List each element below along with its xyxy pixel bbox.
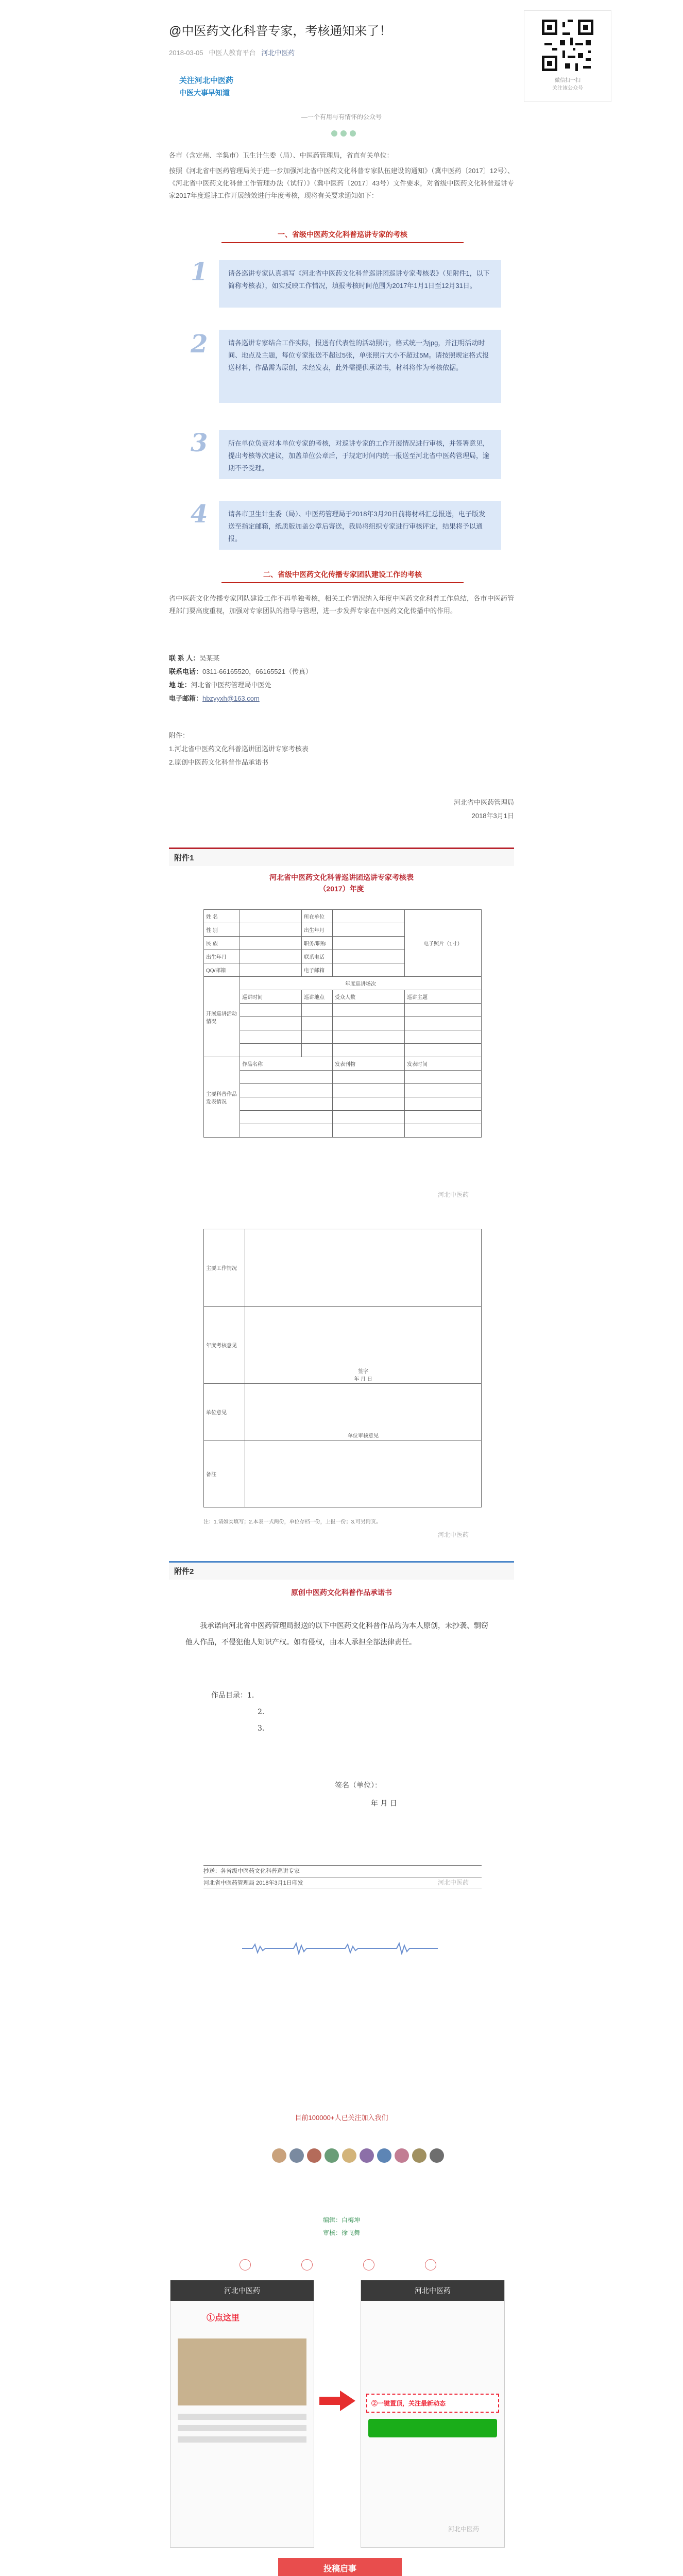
form-cell[interactable] [245,1229,482,1307]
section-1-heading: 一、省级中医药文化科普巡讲专家的考核 [221,227,464,243]
phone-mockup-right [361,2280,505,2548]
contact-person-label: 联 系 人： [169,654,200,662]
text-line [178,2414,306,2420]
signature-org: 河北省中医药管理局 [453,799,514,806]
form-cell[interactable] [333,1004,405,1017]
form-cell[interactable] [240,1030,302,1044]
form-cell[interactable] [405,1017,482,1030]
contact-email-link[interactable]: hbzyyxh@163.com [202,694,260,702]
avatar [289,2148,304,2163]
step-1-number: 1 [191,258,208,286]
like-icon[interactable] [301,2259,313,2270]
attachment-1-title-line-1: 河北省中医药文化科普巡讲团巡讲专家考核表 [269,873,414,882]
pledge-body: 我承诺向河北省中医药管理局报送的以下中医药文化科普作品均为本人原创，未抄袭、剽窃他人作品，不侵犯他人知识产权。如有侵权，由本人承担全部法律责任。 [185,1622,488,1647]
attachments-list [169,729,514,769]
banner-line-2: 中医大事早知道 [179,89,230,97]
attachment-2-label: 附件2 [174,1567,194,1576]
form-cell[interactable] [405,1044,482,1057]
contact-block [169,652,514,705]
step-4-text: 请各市卫生计生委（局）、中医药管理局于2018年3月20日前将材料汇总报送，电子版发送至指定邮箱，纸质版加盖公章后寄送，我局将组织专家进行审核评定，结果将予以通报。 [219,501,501,550]
attachments-label: 附件： [169,732,190,739]
step-3-text: 所在单位负责对本单位专家的考核，对巡讲专家的工作开展情况进行审核，并签署意见，提出考核等次建议，加盖单位公章后，于规定时间内统一报送至河北省中医药管理局，逾期不予受理。 [219,430,501,479]
intro-greeting: 各市（含定州、辛集市）卫生计生委（局）、中医药管理局，省直有关单位： [169,151,394,159]
promo-reviewer: 审核：徐飞舞 [322,2229,360,2236]
form-cell[interactable] [240,1097,333,1111]
attachment-item-2: 2.原创中医药文化科普作品承诺书 [169,758,268,766]
attachment-1-label: 附件1 [174,854,194,862]
form-cell[interactable] [333,1084,405,1097]
form-cell[interactable] [302,1004,333,1017]
watermark-4: 河北中医药 [448,2526,480,2533]
form-label: 单位意见 [204,1384,245,1440]
form-subheader: 发表时间 [405,1057,482,1071]
attachment-item-1: 1.河北省中医药文化科普巡讲团巡讲专家考核表 [169,745,309,753]
form-notes: 注：1.请如实填写；2.本表一式两份，单位存档一份，上报一份；3.可另附页。 [203,1519,382,1525]
form-cell[interactable] [240,1111,333,1124]
contact-email-label: 电子邮箱： [169,694,203,702]
form-subheader: 作品名称 [240,1057,333,1071]
form-label: 性 别 [204,923,240,937]
qr-caption-2: 关注该公众号 [552,86,583,91]
arrow-icon [319,2391,355,2411]
qr-caption-1: 微信扫一扫 [555,78,580,83]
step-4-number: 4 [191,500,208,529]
form-cell[interactable] [240,1004,302,1017]
contact-phone: 0311-66165520，66165521（传真） [202,668,312,675]
form-cell[interactable] [240,950,302,963]
form-subheader: 年度巡讲场次 [240,977,482,990]
step-2-text: 请各巡讲专家结合工作实际，报送有代表性的活动照片，格式统一为jpg，并注明活动时间、地点及主题，每位专家报送不超过5张，单张照片大小不超过5M。请按照规定格式报送材料，作品需为原创，未经发表，此外需提供承诺书，材料将作为考核依据。 [219,330,501,403]
form-label: 职务/职称 [302,937,333,950]
form-label: QQ/邮箱 [204,963,240,977]
avatar [360,2148,374,2163]
banner-line-1: 关注河北中医药 [179,76,234,85]
form-cell[interactable] [405,1097,482,1111]
step-1-text: 请各巡讲专家认真填写《河北省中医药文化科普巡讲团巡讲专家考核表》（见附件1，以下简称考核表），如实反映工作情况，填报考核时间范围为2017年1月1日至12月31日。 [219,260,501,308]
avatar [325,2148,339,2163]
share-icons [240,2259,446,2272]
form-cell[interactable] [240,1044,302,1057]
form-cell[interactable] [333,937,405,950]
form-cell[interactable] [333,963,405,977]
attachment-2-title: 原创中医药文化科普作品承诺书 [291,1588,392,1597]
form-subheader: 巡讲时间 [240,990,302,1004]
divider-dots [330,130,357,139]
phone-photo [178,2338,306,2405]
pledge-list-3: 3. [258,1724,265,1733]
form-cell[interactable] [240,1084,333,1097]
form-cell[interactable] [240,1071,333,1084]
form-cell[interactable] [405,1111,482,1124]
form-cell[interactable] [333,1044,405,1057]
attachment-1-bar [169,848,514,866]
form-cell[interactable] [405,1071,482,1084]
form-cell[interactable] [333,1111,405,1124]
form-label: 备注 [204,1440,245,1507]
attachment-2-bar [169,1561,514,1580]
form-cell[interactable] [240,1017,302,1030]
form-label: 所在单位 [302,910,333,923]
form-cell[interactable] [333,910,405,923]
contact-person: 吴某某 [199,654,220,662]
form-cell[interactable] [333,1030,405,1044]
pledge-sign: 签名（单位）： [335,1782,382,1790]
form-subheader: 发表刊物 [333,1057,405,1071]
contact-address-label: 地 址： [169,681,191,689]
footer-issue: 河北省中医药管理局 2018年3月1日印发 [203,1877,482,1889]
step-3-number: 3 [191,429,208,457]
section-2-heading: 二、省级中医药文化传播专家团队建设工作的考核 [221,567,464,583]
form-cell[interactable] [405,1084,482,1097]
watermark-3: 河北中医药 [438,1879,469,1886]
form-subheader: 受众人数 [333,990,405,1004]
share-icon[interactable] [240,2259,251,2270]
pledge-list-1: 作品目录：1. [211,1691,254,1700]
photo-cell[interactable]: 电子照片（1寸） [405,910,482,977]
star-icon[interactable] [425,2259,436,2270]
form-subheader: 巡讲地点 [302,990,333,1004]
step-2-number: 2 [191,330,208,359]
form-label: 联系电话 [302,950,333,963]
form-cell[interactable] [240,910,302,923]
form-cell[interactable] [333,923,405,937]
article-title: @中医药文化科普专家，考核通知来了！ [169,24,392,38]
avatar [342,2148,356,2163]
form-label: 出生年月 [302,923,333,937]
watermark-1: 河北中医药 [438,1191,469,1198]
assessment-form-part-2 [203,1229,482,1507]
contact-phone-label: 联系电话： [169,668,203,675]
article-date: 2018-03-05 [169,49,203,57]
qr-code-icon [539,17,596,74]
article-meta [169,47,295,57]
avatar [307,2148,321,2163]
pledge-list-2: 2. [258,1708,265,1716]
avatar [272,2148,286,2163]
comment-icon[interactable] [363,2259,374,2270]
form-cell[interactable] [333,950,405,963]
avatar [430,2148,444,2163]
submission-cta: 投稿启事 [278,2558,402,2576]
section-2-body: 省中医药文化传播专家团队建设工作不再单独考核，相关工作情况纳入年度中医药文化科普工作总结，各市中医药管理部门要高度重视，加强对专家团队的指导与管理，进一步发挥专家在中医药文化传播中的作用。 [169,595,514,615]
footer-cc: 抄送：各省级中医药文化科普巡讲专家 [203,1868,300,1874]
slogan: —一个有用与有情怀的公众号 [301,113,382,121]
avatar [377,2148,391,2163]
form-cell[interactable] [333,1124,405,1138]
form-cell[interactable] [302,1017,333,1030]
form-cell[interactable] [333,1071,405,1084]
form-label: 主要工作情况 [204,1229,245,1307]
date-label: 年 月 日 [354,1377,372,1382]
form-cell[interactable] [405,1004,482,1017]
form-cell[interactable] [240,1124,333,1138]
form-cell[interactable] [240,963,302,977]
form-label: 年度考核意见 [204,1307,245,1384]
attachment-1-title [169,872,514,894]
avatar [412,2148,426,2163]
form-cell[interactable] [333,1017,405,1030]
intro-body: 按照《河北省中医药管理局关于进一步加强河北省中医药文化科普专家队伍建设的通知》（冀中医药〔2017〕12号）、《河北省中医药文化科普工作管理办法（试行）》（冀中医药〔2017〕43号）文件要求，对省级中医药文化科普巡讲专家2017年度巡讲工作开展绩效进行年度考核，现将有关要求通知如下： [169,167,514,199]
qr-box [524,10,611,102]
avatar [395,2148,409,2163]
form-cell[interactable]: 单位审核意见 [245,1384,482,1440]
sign-label: 签字 [358,1369,368,1375]
signature-date: 2018年3月1日 [471,812,514,820]
wave-decoration [242,1942,438,1955]
form-label: 主要科普作品发表情况 [204,1057,240,1138]
phone-title-right: 河北中医药 [361,2280,504,2301]
form-label: 开展巡讲活动情况 [204,977,240,1057]
form-label: 姓 名 [204,910,240,923]
pledge-date: 年 月 日 [371,1800,397,1808]
phone-mockup-left [170,2280,314,2548]
promo-editor: 编辑：白梅坤 [322,2216,360,2224]
signature-block [169,796,514,823]
form-cell[interactable] [240,937,302,950]
form-label: 出生年月 [204,950,240,963]
follow-banner [179,75,236,98]
attachment-1-title-line-2: （2017）年度 [319,885,364,893]
form-label: 民 族 [204,937,240,950]
text-line [178,2425,306,2431]
phone-title-left: 河北中医药 [170,2280,314,2301]
text-line [178,2436,306,2443]
follow-button[interactable] [368,2419,497,2437]
form-cell[interactable] [240,923,302,937]
avatar-row [270,2148,446,2165]
article-author: 中医人教育平台 [209,49,256,57]
watermark-2: 河北中医药 [438,1531,469,1538]
form-cell[interactable] [245,1307,482,1384]
form-cell[interactable] [302,1030,333,1044]
form-cell[interactable] [333,1097,405,1111]
form-cell[interactable] [405,1124,482,1138]
promo-headline: 目前100000+人已关注加入我们 [295,2114,388,2122]
form-subheader: 巡讲主题 [405,990,482,1004]
account-link[interactable]: 河北中医药 [261,49,295,57]
form-cell[interactable] [302,1044,333,1057]
step-2-callout: ②一键置顶，关注最新动态 [366,2394,499,2413]
form-cell[interactable] [245,1440,482,1507]
form-cell[interactable] [405,1030,482,1044]
form-label: 电子邮箱 [302,963,333,977]
assessment-form-part-1 [203,909,482,1138]
step-1-callout: ①点这里 [207,2314,240,2323]
contact-address: 河北省中医药管理局中医处 [191,681,271,689]
